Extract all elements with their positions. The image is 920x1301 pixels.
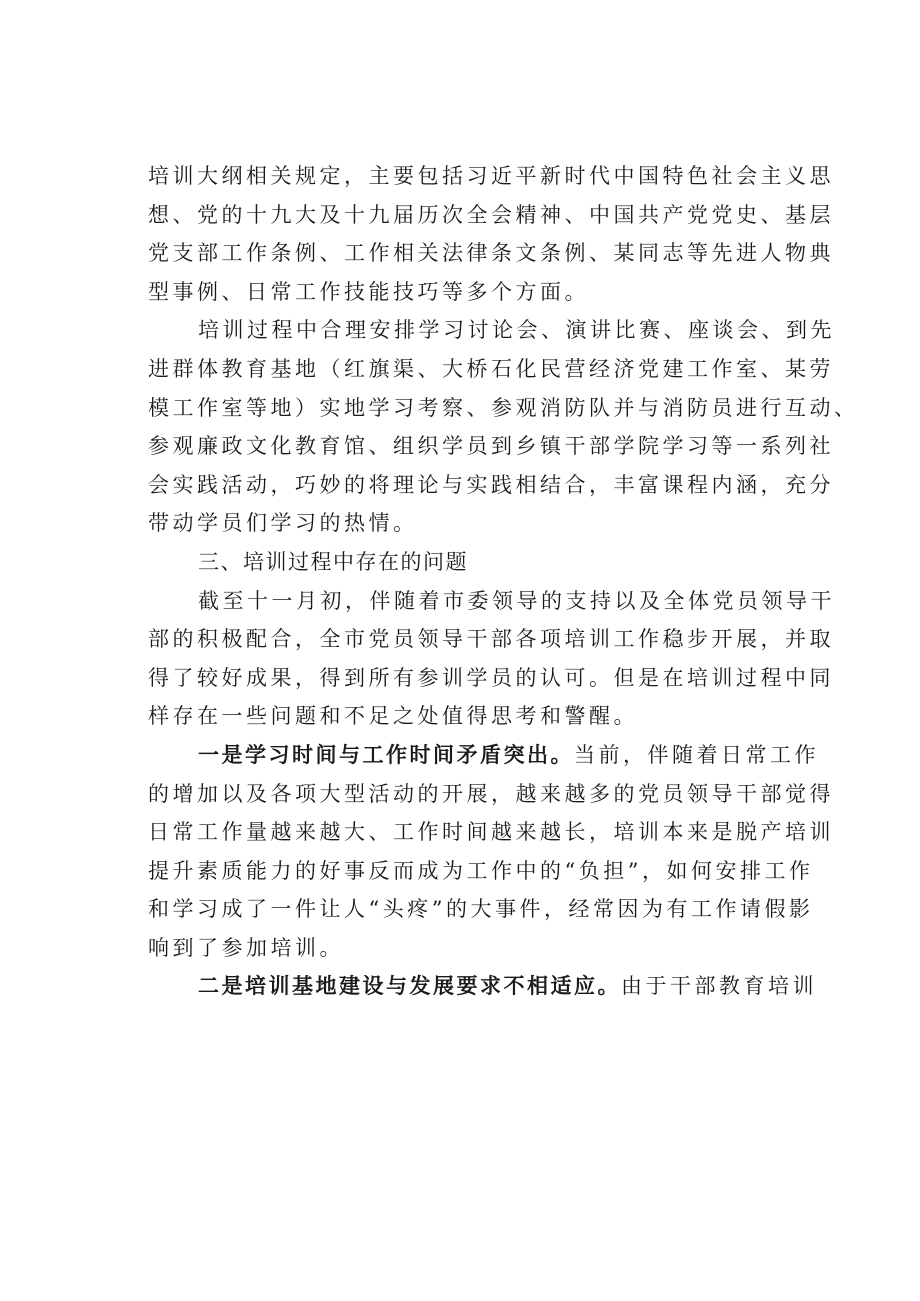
- paragraph-2-line-4: 参观廉政文化教育馆、组织学员到乡镇干部学院学习等一系列社: [148, 434, 834, 459]
- paragraph-2-line-3: 模工作室等地）实地学习考察、参观消防队并与消防员进行互动、: [148, 395, 859, 420]
- paragraph-3-line-1: 截至十一月初，伴随着市委领导的支持以及全体党员领导干: [198, 588, 835, 613]
- paragraph-2-line-5: 会实践活动，巧妙的将理论与实践相结合，丰富课程内涵，充分: [148, 472, 834, 497]
- section-heading: 三、培训过程中存在的问题: [198, 549, 468, 574]
- paragraph-1-line-1: 培训大纲相关规定，主要包括习近平新时代中国特色社会主义思: [148, 164, 834, 188]
- paragraph-3-line-2: 部的积极配合，全市党员领导干部各项培训工作稳步开展，并取: [148, 627, 834, 652]
- paragraph-4-line-4: 提升素质能力的好事反而成为工作中的“负担”，如何安排工作: [148, 858, 814, 883]
- paragraph-4-bold-lead: 一是学习时间与工作时间矛盾突出。: [198, 741, 574, 767]
- paragraph-5-line-1: [148, 967, 817, 1006]
- paragraph-5-bold-lead: 二是培训基地建设与发展要求不相适应。: [198, 973, 621, 999]
- paragraph-2-line-2: 进群体教育基地（红旗渠、大桥石化民营经济党建工作室、某劳: [148, 356, 834, 381]
- paragraph-2-line-6: 带动学员们学习的热情。: [148, 511, 418, 536]
- paragraph-4-first-rest: 当前，伴随着日常工作: [574, 742, 819, 767]
- paragraph-3-line-3: 得了较好成果，得到所有参训学员的认可。但是在培训过程中同: [148, 665, 834, 690]
- document-body: [148, 157, 859, 1006]
- paragraph-1-line-3: 党支部工作条例、工作相关法律条文条例、某同志等先进人物典: [148, 241, 834, 266]
- paragraph-4-line-5: 和学习成了一件让人“头疼”的大事件，经常因为有工作请假影: [148, 897, 814, 922]
- paragraph-2-line-1: 培训过程中合理安排学习讨论会、演讲比赛、座谈会、到先: [198, 318, 835, 343]
- paragraph-1-line-2: 想、党的十九大及十九届历次全会精神、中国共产党党史、基层: [148, 202, 834, 227]
- paragraph-4-line-3: 日常工作量越来越大、工作时间越来越长，培训本来是脱产培训: [148, 820, 834, 845]
- paragraph-1-line-4: 型事例、日常工作技能技巧等多个方面。: [148, 279, 589, 304]
- paragraph-4-line-6: 响到了参加培训。: [148, 935, 344, 960]
- paragraph-5-first-rest: 由于干部教育培训: [621, 974, 817, 999]
- paragraph-4-line-1: [148, 736, 819, 775]
- paragraph-3-line-4: 样存在一些问题和不足之处值得思考和警醒。: [148, 704, 638, 729]
- paragraph-4-line-2: 的增加以及各项大型活动的开展，越来越多的党员领导干部觉得: [148, 781, 834, 806]
